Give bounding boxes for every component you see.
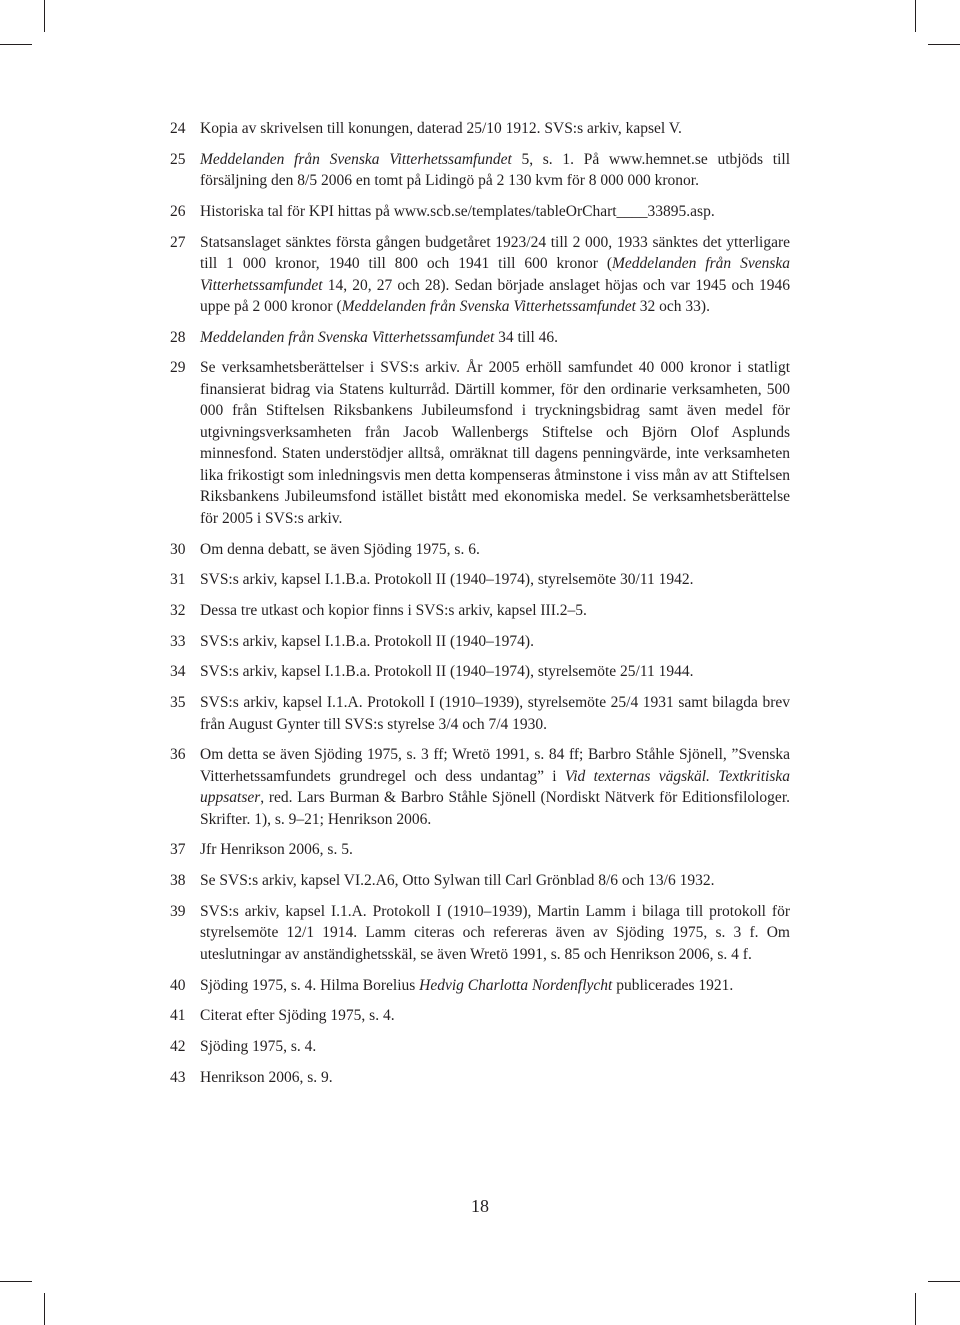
footnote-text-run: Jfr Henrikson 2006, s. 5. [200, 841, 353, 859]
footnote-text-run: SVS:s arkiv, kapsel I.1.A. Protokoll I (1910–1939), Martin Lamm i bilaga till protokoll för styrelsemöte 12/1 1914. Lamm citeras och refereras även av Sjöding 1975, s. 3 f. Om uteslutningar av anständighetsskäl, se även Wretö 1991, s. 85 och Henrikson 2006, s. 4 f. [200, 902, 790, 963]
footnote-text [200, 203, 715, 220]
footnote-number: 31 [170, 571, 186, 589]
footnote-number: 37 [170, 841, 186, 859]
footnote-number: 36 [170, 746, 186, 764]
footnote [170, 1036, 790, 1058]
footnote-text-run: , red. Lars Burman & Barbro Ståhle Sjönell (Nordiskt Nätverk för Editionsfilologer. Skrifter. 1), s. 9–21; Henrikson 2006. [200, 789, 790, 828]
footnote-number: 35 [170, 694, 186, 712]
footnote [170, 870, 790, 892]
footnote-text [200, 541, 480, 558]
footnote-italic-title: Hedvig Charlotta Nordenflycht [419, 976, 613, 994]
crop-mark-right-top [928, 44, 960, 45]
footnote-number: 34 [170, 663, 186, 681]
footnote-text [200, 571, 694, 588]
footnote-text-run: Historiska tal för KPI hittas på www.scb.se/templates/tableOrChart____33895.asp. [200, 202, 715, 220]
footnote-text [200, 329, 558, 346]
crop-mark-top-right [915, 0, 916, 32]
footnote [170, 631, 790, 653]
footnote-number: 40 [170, 976, 186, 994]
footnote [170, 901, 790, 966]
footnote [170, 201, 790, 223]
footnote-number: 26 [170, 202, 186, 220]
footnote-text [200, 120, 682, 137]
footnote-text-run: Om detta se även Sjöding 1975, s. 3 ff; Wretö 1991, s. 84 ff; Barbro Ståhle Sjönell, ”Svenska Vitterhetssamfundets grundregel och dess undantag” i [200, 746, 790, 785]
footnote-text [200, 1038, 316, 1055]
footnote-number: 24 [170, 120, 186, 137]
footnote-number: 33 [170, 632, 186, 650]
footnote [170, 744, 790, 830]
crop-mark-top-left [44, 0, 45, 32]
footnote-text [200, 1069, 333, 1086]
footnote-number: 38 [170, 872, 186, 890]
footnote [170, 357, 790, 529]
footnote-number: 32 [170, 602, 186, 619]
footnote-italic-title: Meddelanden från Svenska Vitterhetssamfundet [200, 150, 512, 168]
footnote-text [200, 663, 694, 680]
footnote-text [200, 746, 790, 828]
page-number: 18 [471, 1196, 489, 1216]
footnote-text [200, 234, 790, 316]
footnote [170, 975, 790, 997]
footnote-number: 30 [170, 540, 186, 558]
crop-mark-right-bottom [928, 1281, 960, 1282]
footnote-text-run: publicerades 1921. [612, 976, 734, 994]
footnote-text-run: 5, s. 1. På www.hemnet.se utbjöds till försäljning den 8/5 2006 en tomt på Lidingö på 2 130 kvm för 8 000 000 kronor. [200, 150, 791, 190]
footnote [170, 600, 790, 622]
footnote-text-run: SVS:s arkiv, kapsel I.1.A. Protokoll I (1910–1939), styrelsemöte 25/4 1931 samt bilagda brev från August Gynter till SVS:s styrelse 3/4 och 7/4 1930. [200, 694, 790, 733]
footnote-list [170, 118, 790, 1097]
footnote [170, 661, 790, 683]
footnote-text-run: Statsanslaget sänktes första gången budgetåret 1923/24 till 2 000, 1933 sänktes det ytterligare till 1 000 kronor, 1940 till 800 och 1941 till 600 kronor ( [200, 233, 790, 273]
crop-mark-bottom-right [915, 1293, 916, 1325]
footnote-text-run: 14, 20, 27 och 28). Sedan började anslaget höjas och var 1945 och 1946 uppe på 2 000 kronor ( [200, 276, 790, 316]
footnote [170, 692, 790, 735]
footnote [170, 539, 790, 561]
footnote-text [200, 903, 790, 963]
footnote-text-run: 34 till 46. [494, 328, 559, 346]
footnote-number: 29 [170, 359, 186, 377]
footnote-number: 25 [170, 150, 186, 168]
footnote-text-run: Sjöding 1975, s. 4. Hilma Borelius [200, 976, 420, 994]
footnote-text-run: Dessa tre utkast och kopior finns i SVS:s arkiv, kapsel III.2–5. [200, 602, 587, 619]
footnote [170, 149, 790, 192]
footnote-number: 27 [170, 233, 186, 251]
footnote-number: 43 [170, 1068, 186, 1086]
crop-mark-left-bottom [0, 1281, 32, 1282]
footnote-italic-title: Meddelanden från Svenska Vitterhetssamfundet [200, 255, 790, 294]
footnote-text [200, 602, 587, 619]
crop-mark-bottom-left [44, 1293, 45, 1325]
footnote [170, 1005, 790, 1027]
footnote-number: 41 [170, 1007, 186, 1025]
crop-mark-left-top [0, 44, 32, 45]
footnote-text [200, 1007, 395, 1024]
footnote-text [200, 694, 790, 733]
footnote-text-run: SVS:s arkiv, kapsel I.1.B.a. Protokoll II (1940–1974), styrelsemöte 25/11 1944. [200, 663, 694, 681]
footnote-text-run: Om denna debatt, se även Sjöding 1975, s. 6. [200, 540, 480, 558]
footnote-number: 42 [170, 1037, 186, 1055]
footnote-text-run: Sjöding 1975, s. 4. [200, 1037, 317, 1055]
footnote-number: 28 [170, 328, 186, 346]
footnote [170, 232, 790, 318]
footnote-text [200, 151, 790, 190]
footnote-text-run: SVS:s arkiv, kapsel I.1.B.a. Protokoll II (1940–1974), styrelsemöte 30/11 1942. [200, 571, 694, 589]
footnote-text-run: Se verksamhetsberättelser i SVS:s arkiv. År 2005 erhöll samfundet 40 000 kronor i statligt finansierat bidrag via Statens kulturråd. Därtill kommer, för den ordinarie verksamheten, 500 000 från Stiftelsen Riksbankens Jubileumsfond i tryckningsbidrag samt även medel för utgivningsverksamheten från Jacob Wallenbergs Stiftelse och Björn Olof Asplunds minnesfond. Staten understödjer alltså, omräknat till dagens penningvärde, inte verksamheten lika frikostigt som inledningsvis men detta kompenseras åtminstone i viss mån av att Stiftelsen Riksbankens Jubileumsfond istället bistått med ekonomiska medel. Se verksamhetsberättelse för 2005 i SVS:s arkiv. [200, 359, 790, 527]
footnote-italic-title: Vid texternas vägskäl. Textkritiska uppsatser [200, 767, 790, 807]
footnote [170, 569, 790, 591]
footnote-text-run: SVS:s arkiv, kapsel I.1.B.a. Protokoll II (1940–1974). [200, 632, 534, 650]
footnote [170, 118, 790, 140]
footnote-text-run: Kopia av skrivelsen till konungen, daterad 25/10 1912. SVS:s arkiv, kapsel V. [200, 120, 682, 137]
footnote [170, 327, 790, 349]
footnote-italic-title: Meddelanden från Svenska Vitterhetssamfundet [341, 298, 636, 316]
footnote-text [200, 841, 353, 858]
footnote [170, 1067, 790, 1089]
footnote-italic-title: Meddelanden från Svenska Vitterhetssamfundet [200, 328, 495, 346]
footnote [170, 839, 790, 861]
footnote-text [200, 633, 534, 650]
footnote-text [200, 359, 790, 527]
footnote-text-run: Henrikson 2006, s. 9. [200, 1068, 333, 1086]
footnote-text [200, 977, 733, 994]
footnote-text-run: 32 och 33). [635, 298, 710, 316]
footnote-text-run: Citerat efter Sjöding 1975, s. 4. [200, 1007, 395, 1025]
footnote-text-run: Se SVS:s arkiv, kapsel VI.2.A6, Otto Sylwan till Carl Grönblad 8/6 och 13/6 1932. [200, 872, 715, 890]
footnote-text [200, 872, 714, 889]
footnote-number: 39 [170, 902, 186, 920]
